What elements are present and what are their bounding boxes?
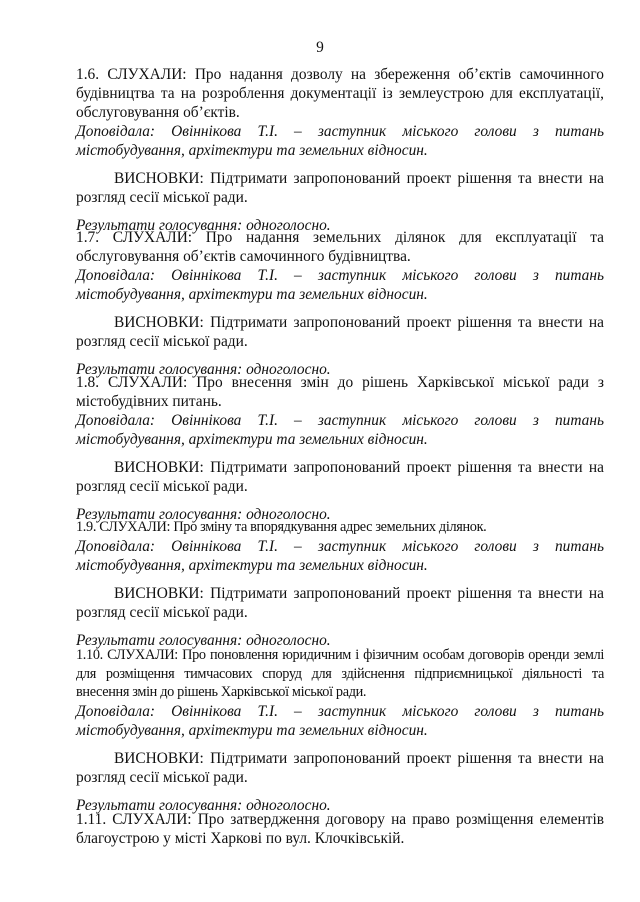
agenda-item-1-6 bbox=[76, 65, 604, 235]
speaker-line: Доповідала: Овіннікова Т.І. – заступник міського голови з питань bbox=[76, 412, 604, 429]
vote-result: Результати голосування: одноголосно. bbox=[76, 796, 331, 814]
vote-result: Результати голосування: одноголосно. bbox=[76, 506, 331, 523]
speaker-position: містобудування, архітектури та земельних відносин. bbox=[76, 142, 428, 159]
page-number: 9 bbox=[316, 39, 324, 56]
heard-text: 1.6. СЛУХАЛИ: Про надання дозволу на збереження об’єктів самочинного будівництва та на розроблення документації із землеустрою для експлуатації, обслуговування об’єктів. bbox=[76, 66, 604, 121]
heard-text: 1.7. СЛУХАЛИ: Про надання земельних ділянок для експлуатації та обслуговування об’єктів самочинного будівництва. bbox=[76, 229, 604, 265]
conclusion-text: ВИСНОВКИ: Підтримати запропонований проект рішення та внести на розгляд сесії міської ради. bbox=[76, 749, 604, 786]
agenda-item-1-10 bbox=[76, 646, 604, 815]
conclusion-text: ВИСНОВКИ: Підтримати запропонований проект рішення та внести на розгляд сесії міської ради. bbox=[76, 584, 604, 621]
agenda-item-1-7 bbox=[76, 228, 604, 379]
vote-result: Результати голосування: одноголосно. bbox=[76, 631, 331, 649]
speaker-position: містобудування, архітектури та земельних відносин. bbox=[76, 721, 428, 739]
speaker-position: містобудування, архітектури та земельних відносин. bbox=[76, 431, 428, 448]
conclusion-text: ВИСНОВКИ: Підтримати запропонований проект рішення та внести на розгляд сесії міської ради. bbox=[76, 314, 604, 350]
speaker-line: Доповідала: Овіннікова Т.І. – заступник міського голови з питань bbox=[76, 123, 604, 140]
speaker-position: містобудування, архітектури та земельних відносин. bbox=[76, 556, 428, 574]
heard-text: 1.11. СЛУХАЛИ: Про затвердження договору на право розміщення елементів благоустрою у місті Харкові по вул. Клочківській. bbox=[76, 811, 604, 847]
agenda-item-1-11 bbox=[76, 810, 604, 848]
vote-result: Результати голосування: одноголосно. bbox=[76, 361, 331, 378]
heard-text: 1.8. СЛУХАЛИ: Про внесення змін до рішень Харківської міської ради з містобудівних питань. bbox=[76, 374, 604, 410]
speaker-position: містобудування, архітектури та земельних відносин. bbox=[76, 286, 428, 303]
heard-text: 1.9. СЛУХАЛИ: Про зміну та впорядкування адрес земельних ділянок. bbox=[76, 519, 487, 535]
agenda-item-1-9 bbox=[76, 518, 604, 650]
speaker-line: Доповідала: Овіннікова Т.І. – заступник міського голови з питань bbox=[76, 537, 604, 555]
speaker-line: Доповідала: Овіннікова Т.І. – заступник міського голови з питань bbox=[76, 702, 604, 720]
heard-text: 1.10. СЛУХАЛИ: Про поновлення юридичним і фізичним особам договорів оренди землі для розміщення тимчасових споруд для здійснення підприємницької діяльності та внесення змін до рішень Харківської міської ради. bbox=[76, 647, 604, 700]
speaker-line: Доповідала: Овіннікова Т.І. – заступник міського голови з питань bbox=[76, 267, 604, 284]
conclusion-text: ВИСНОВКИ: Підтримати запропонований проект рішення та внести на розгляд сесії міської ради. bbox=[76, 459, 604, 495]
vote-result: Результати голосування: одноголосно. bbox=[76, 217, 331, 234]
conclusion-text: ВИСНОВКИ: Підтримати запропонований проект рішення та внести на розгляд сесії міської ради. bbox=[76, 170, 604, 206]
agenda-item-1-8 bbox=[76, 373, 604, 524]
